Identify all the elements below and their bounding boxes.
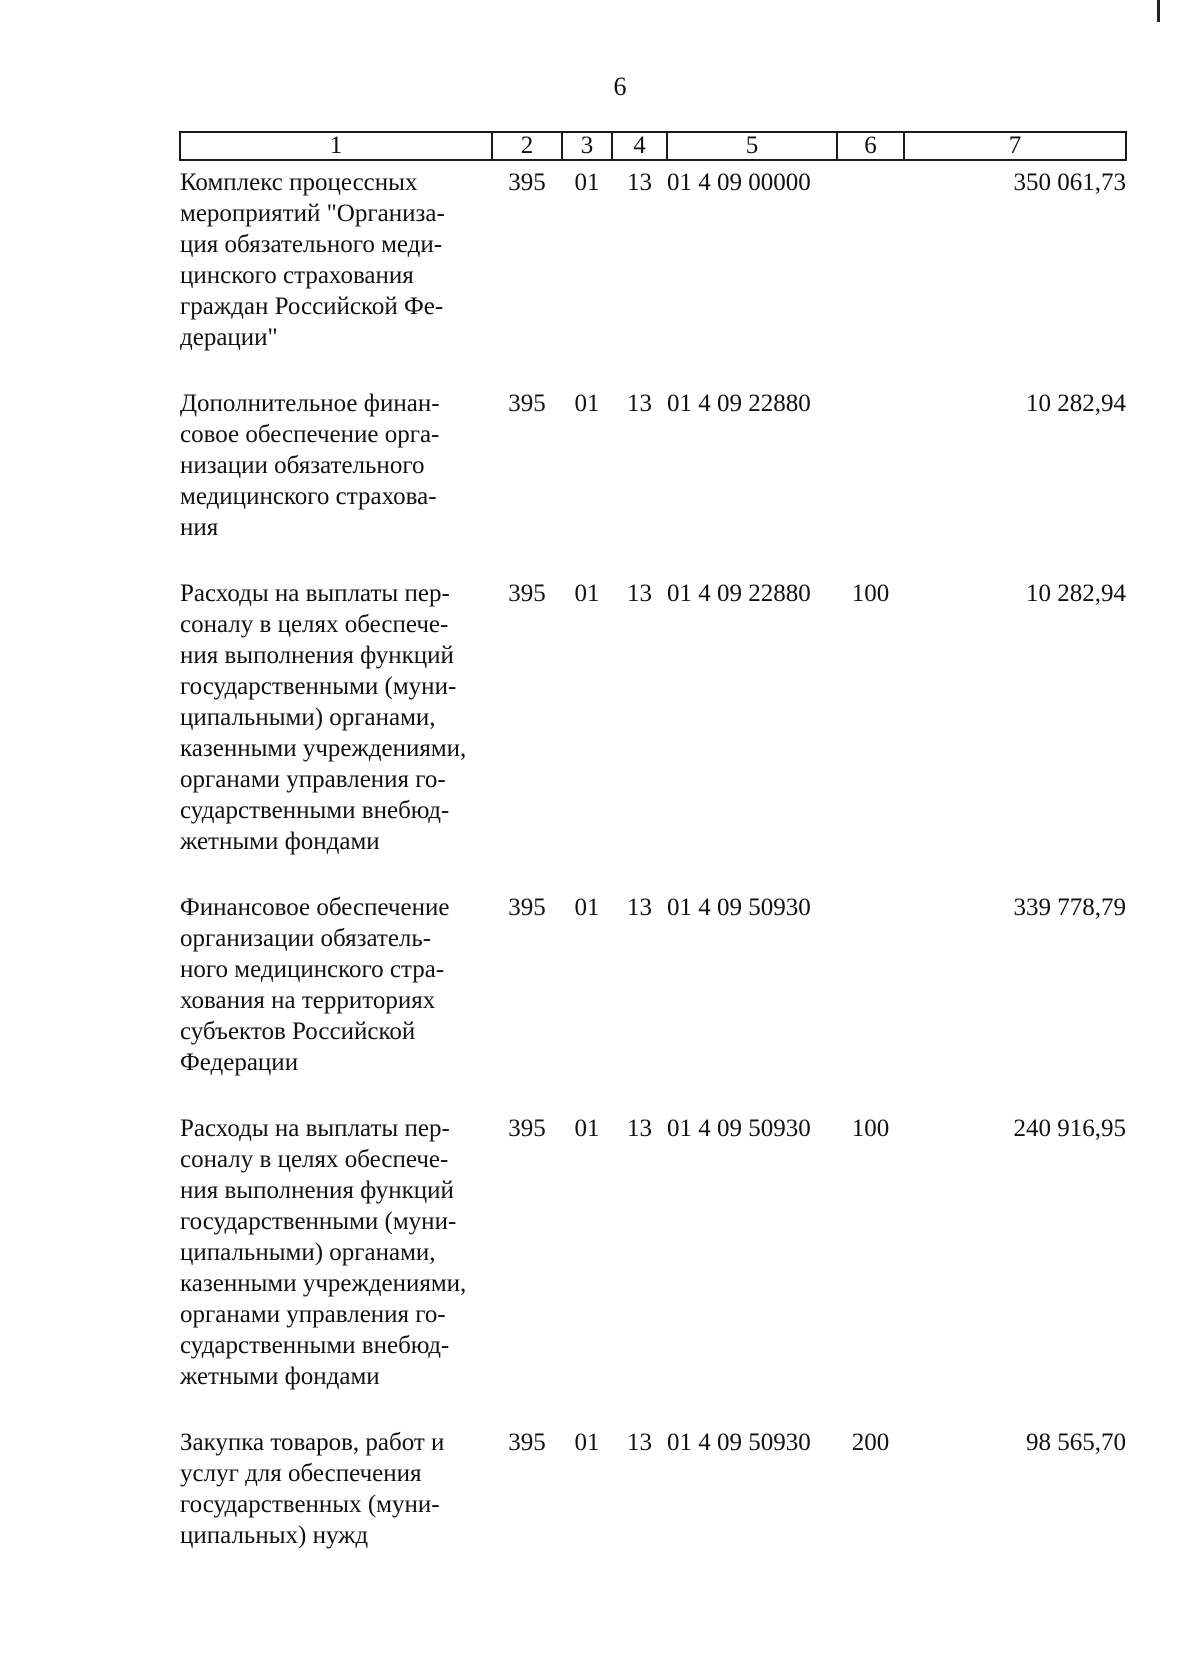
table-header-row (180, 132, 1126, 160)
row-expense-type-cell: 200 (851, 1429, 890, 1456)
scan-edge-mark (1157, 0, 1160, 22)
row-amount-cell: 350 061,73 (1013, 169, 1126, 196)
row-name-cell (180, 886, 492, 1107)
row-name-line: ципальными) органами, (180, 1239, 436, 1266)
row-target-article-cell: 01 4 09 00000 (667, 169, 811, 196)
row-section-cell: 01 (574, 1115, 600, 1142)
row-name-line: граждан Российской Фе- (180, 293, 444, 320)
row-section-cell: 01 (574, 169, 600, 196)
row-name-line: государственных (муни- (180, 1491, 440, 1518)
row-name-line: соналу в целях обеспече- (180, 1146, 449, 1173)
row-name-cell (180, 572, 492, 886)
row-amount-cell: 10 282,94 (1026, 390, 1126, 417)
row-name-line: ципальными) органами, (180, 704, 436, 731)
row-name-line: государственными (муни- (180, 673, 457, 700)
row-amount-cell: 339 778,79 (1013, 894, 1126, 921)
row-name-line: услуг для обеспечения (180, 1460, 422, 1487)
row-name-line: хования на территориях (180, 987, 436, 1014)
row-name-line: субъектов Российской (180, 1018, 416, 1045)
row-expense-type-cell: 100 (851, 1115, 890, 1142)
row-expense-type-cell: 100 (851, 580, 890, 607)
row-subsection-cell: 13 (627, 580, 652, 607)
header-cell: 3 (562, 132, 612, 160)
row-name-line: организации обязатель- (180, 925, 432, 952)
header-cell: 2 (492, 132, 562, 160)
header-cell: 5 (667, 132, 837, 160)
row-grbs-cell: 395 (508, 580, 546, 607)
row-amount-cell: 10 282,94 (1026, 580, 1126, 607)
row-name-line: сударственными внебюд- (180, 797, 450, 824)
table-row (180, 1107, 1126, 1421)
row-name-line: жетными фондами (180, 1363, 380, 1390)
row-subsection-cell: 13 (627, 1429, 652, 1456)
row-name-line: цинского страхования (180, 262, 414, 289)
row-subsection-cell: 13 (627, 894, 652, 921)
row-name-line: органами управления го- (180, 766, 446, 793)
row-target-article-cell: 01 4 09 22880 (667, 580, 811, 607)
row-section-cell: 01 (574, 894, 600, 921)
row-name-line: Федерации (180, 1049, 299, 1076)
table-row (180, 160, 1126, 382)
table-row (180, 886, 1126, 1107)
row-grbs-cell: 395 (508, 1115, 546, 1142)
row-expense-type-cell (837, 886, 904, 1107)
header-cell: 7 (904, 132, 1126, 160)
row-name-line: ципальных) нужд (180, 1522, 369, 1549)
row-target-article-cell: 01 4 09 22880 (667, 390, 811, 417)
row-target-article-cell: 01 4 09 50930 (667, 1115, 811, 1142)
row-name-line: казенными учреждениями, (180, 1270, 467, 1297)
row-name-line: медицинского страхова- (180, 483, 437, 510)
row-grbs-cell: 395 (508, 1429, 546, 1456)
row-grbs-cell: 395 (508, 894, 546, 921)
row-target-article-cell: 01 4 09 50930 (667, 1429, 811, 1456)
row-name-cell (180, 1107, 492, 1421)
row-grbs-cell: 395 (508, 169, 546, 196)
row-name-line: ция обязательного меди- (180, 231, 443, 258)
row-name-line: ния выполнения функций (180, 642, 454, 669)
row-name-line: Комплекс процессных (180, 169, 418, 196)
row-name-line: ния (180, 514, 219, 541)
row-name-cell (180, 160, 492, 382)
row-section-cell: 01 (574, 1429, 600, 1456)
row-name-line: Закупка товаров, работ и (180, 1429, 445, 1456)
table-row (180, 1421, 1126, 1580)
row-name-line: ного медицинского стра- (180, 956, 445, 983)
row-name-line: органами управления го- (180, 1301, 446, 1328)
row-name-cell (180, 382, 492, 572)
row-subsection-cell: 13 (627, 1115, 652, 1142)
row-name-line: дерации" (180, 324, 278, 351)
row-name-line: Дополнительное финан- (180, 390, 440, 417)
table-row (180, 382, 1126, 572)
row-subsection-cell: 13 (627, 390, 652, 417)
row-name-cell (180, 1421, 492, 1580)
row-name-line: соналу в целях обеспече- (180, 611, 449, 638)
header-cell: 4 (612, 132, 667, 160)
row-name-line: мероприятий "Организа- (180, 200, 445, 227)
row-name-line: сударственными внебюд- (180, 1332, 450, 1359)
row-name-line: ния выполнения функций (180, 1177, 454, 1204)
row-expense-type-cell (837, 382, 904, 572)
page-number: 6 (613, 72, 627, 101)
row-name-line: государственными (муни- (180, 1208, 457, 1235)
row-name-line: Финансовое обеспечение (180, 894, 450, 921)
table-row (180, 572, 1126, 886)
row-subsection-cell: 13 (627, 169, 652, 196)
row-grbs-cell: 395 (508, 390, 546, 417)
header-cell: 1 (180, 132, 492, 160)
row-expense-type-cell (837, 160, 904, 382)
row-target-article-cell: 01 4 09 50930 (667, 894, 811, 921)
budget-table (179, 131, 1127, 1580)
row-amount-cell: 98 565,70 (1026, 1429, 1126, 1456)
header-cell: 6 (837, 132, 904, 160)
table-body (180, 160, 1126, 1580)
row-name-line: Расходы на выплаты пер- (180, 580, 450, 607)
row-section-cell: 01 (574, 580, 600, 607)
row-name-line: совое обеспечение орга- (180, 421, 440, 448)
row-name-line: низации обязательного (180, 452, 425, 479)
row-amount-cell: 240 916,95 (1013, 1115, 1126, 1142)
row-section-cell: 01 (574, 390, 600, 417)
row-name-line: Расходы на выплаты пер- (180, 1115, 450, 1142)
row-name-line: жетными фондами (180, 828, 380, 855)
row-name-line: казенными учреждениями, (180, 735, 467, 762)
